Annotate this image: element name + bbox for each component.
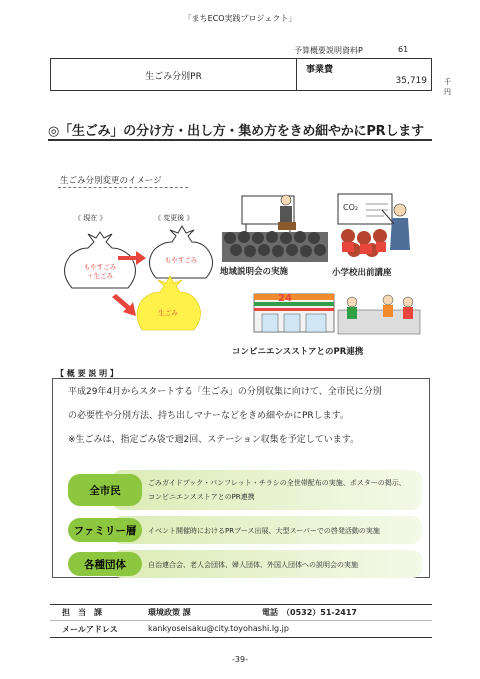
budget-cost-value: 35,719 [395,76,427,86]
target-desc-all-citizens-1: ごみガイドブック・パンフレット・チラシの全世帯配布の実施、ポスターの掲示、 [148,479,406,487]
illustration-title: 生ごみ分別変更のイメージ [60,176,162,186]
caption-convenience-store: コンビニエンスストアとのPR連携 [232,347,364,357]
overview-line: ※生ごみは、指定ごみ袋で週2回、ステーション収集を予定しています。 [68,435,360,445]
phone-label: 電話 [262,608,278,617]
email-address[interactable]: kankyoseisaku@city.toyohashi.lg.jp [148,624,289,633]
dept-label: 担 当 課 [62,608,102,617]
dept-name: 環境政策 課 [148,608,191,617]
budget-divider [296,59,297,90]
target-band-all-citizens [112,470,422,510]
overview-line: の必要性や分別方法、持ち出しマナーなどをきめ細やかにPRします。 [68,411,349,421]
convenience-store-icon [254,293,420,334]
target-desc-all-citizens-2: コンビニエンスストアとのPR連携 [148,493,255,501]
page-number: -39- [232,655,248,664]
caption-meeting: 地域説明会の実施 [220,267,289,277]
svg-text:CO₂: CO₂ [343,203,359,212]
target-pill-all-citizens: 全市民 [68,474,142,506]
illustration-title-rule [58,187,188,188]
bag-food-text: 生ごみ [158,309,178,317]
caption-school: 小学校出前講座 [332,268,392,278]
phone-number: （0532）51-2417 [282,608,357,617]
bag-after-text: もやすごみ [164,256,198,264]
target-pill-groups: 各種団体 [68,552,142,576]
school-lesson-icon [338,194,410,257]
garbage-bag-after-icon [149,226,212,278]
target-desc-family: イベント開催時におけるPRブース出展、大型スーパーでの啓発活動の実施 [148,527,380,535]
main-heading: ◎「生ごみ」の分け方・出し方・集め方をきめ細やかにPRします [48,124,424,139]
budget-table [50,58,451,96]
food-waste-bag-icon [137,276,201,330]
label-current: 《 現在 》 [74,214,107,222]
contact-table-divider [50,620,432,621]
email-label: メールアドレス [62,625,118,634]
target-desc-groups: 自治連合会、老人会団体、婦人団体、外国人団体への説明会の実施 [148,561,358,569]
target-pill-family: ファミリー層 [68,518,142,542]
arrow-down-right-icon [112,294,136,316]
community-meeting-icon [222,195,328,262]
budget-item-name: 生ごみ分別PR [145,72,202,82]
overview-heading: 【 概 要 説 明 】 [56,369,118,378]
heading-rule [48,139,432,141]
doc-reference-page: 61 [398,45,409,54]
bag-current-line1: もやすごみ [83,263,117,271]
label-after: 《 変更後 》 [154,214,194,222]
bag-current-line2: ＋生ごみ [87,272,113,280]
budget-cost-unit: 千円 [444,78,451,96]
header-title: 「まちECO実践プロジェクト」 [183,14,297,23]
doc-reference: 予算概要説明資料P [294,46,363,55]
overview-line: 平成29年4月からスタートする「生ごみ」の分別収集に向けて、全市民に分別 [68,387,382,397]
store-sign: 24 [278,293,292,304]
budget-cost-label: 事業費 [306,65,334,75]
